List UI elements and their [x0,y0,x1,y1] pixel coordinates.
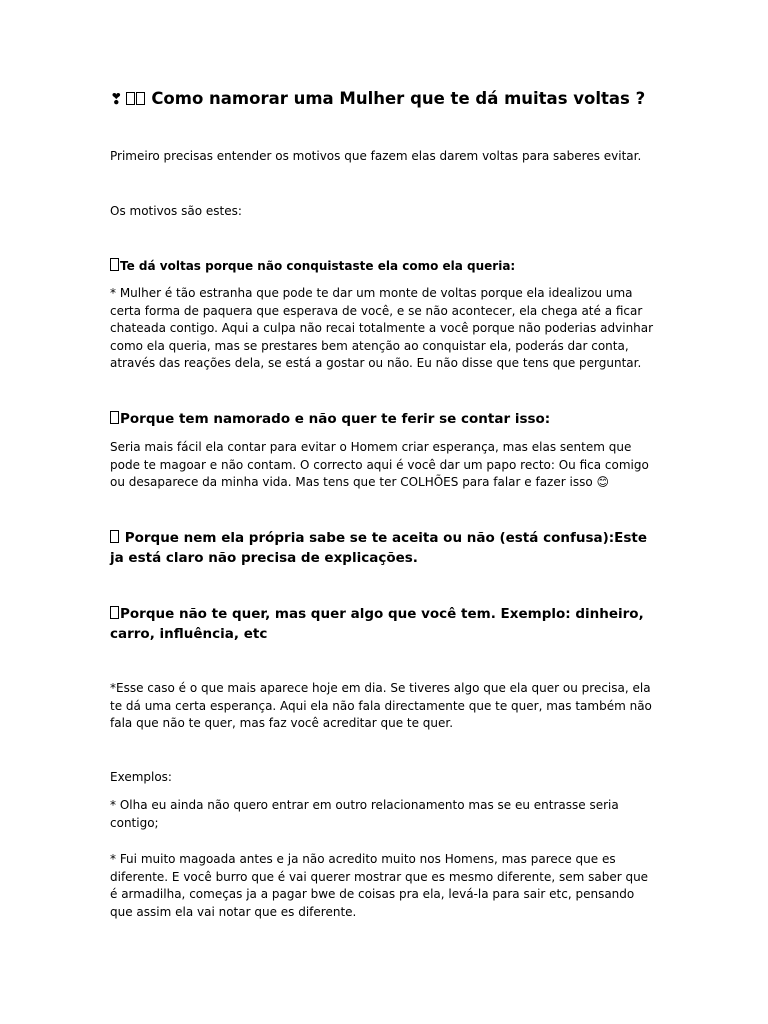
examples-label: Exemplos: [110,770,172,784]
section-heading-text: Te dá voltas porque não conquistaste ela como ela queria: [120,259,516,273]
example-item: * Olha eu ainda não quero entrar em outro relacionamento mas se eu entrasse seria contigo; [110,798,619,830]
intro-paragraph: Primeiro precisas entender os motivos que fazem elas darem voltas para saberes evitar. [110,149,642,163]
missing-glyph-icon [110,411,119,424]
section-body-1: * Mulher é tão estranha que pode te dar um monte de voltas porque ela idealizou uma certa forma de paquera que esperava de você, e se não acontecer, ela chega até a ficar chateada contigo. Aqui a culpa não recai totalmente a você porque não poderias advinhar como ela queria, mas se prestares bem atenção ao conquistar ela, poderás dar conta, através das reações dela, se está a gostar ou não. Eu não disse que tens que perguntar. [110,286,654,371]
missing-glyph-icon [110,258,119,271]
section-body-text: Seria mais fácil ela contar para evitar o Homem criar esperança, mas elas sentem que pode te magoar e não contam. O correcto aqui é você dar um papo recto: Ou fica comigo ou desaparece da minha vida. Mas tens que ter COLHÕES para falar e fazer isso [110,440,649,490]
missing-glyph-icon [136,92,145,105]
title-text: Como namorar uma Mulher que te dá muitas voltas ? [151,89,646,108]
section-heading-4 [110,605,655,644]
motives-label: Os motivos são estes: [110,204,242,218]
section-heading-text: Porque tem namorado e não quer te ferir se contar isso: [120,411,551,427]
heart-icon: ❣ [110,90,123,108]
section-heading-1 [110,258,655,276]
section-heading-text: Porque não te quer, mas quer algo que você tem. Exemplo: dinheiro, carro, influência, etc [110,606,644,642]
missing-glyph-icon [110,606,119,619]
page-title [110,88,655,110]
smile-icon: 😊 [596,475,610,490]
missing-glyph-icon [126,92,135,105]
section-heading-3 [110,529,655,568]
section-heading-text: Porque nem ela própria sabe se te aceita ou não (está confusa):Este ja está claro não precisa de explicações. [110,530,648,566]
section-body-4: *Esse caso é o que mais aparece hoje em dia. Se tiveres algo que ela quer ou precisa, ela te dá uma certa esperança. Aqui ela não fala directamente que te quer, mas também não fala que não te quer, mas faz você acreditar que te quer. [110,681,652,731]
section-body-2 [110,439,655,492]
example-item: * Fui muito magoada antes e ja não acredito muito nos Homens, mas parece que es diferente. E você burro que é vai querer mostrar que es mesmo diferente, sem saber que é armadilha, começas ja a pagar bwe de coisas pra ela, levá-la para sair etc, pensando que assim ela vai notar que es diferente. [110,852,649,919]
section-heading-2 [110,410,655,430]
missing-glyph-icon [110,530,119,543]
